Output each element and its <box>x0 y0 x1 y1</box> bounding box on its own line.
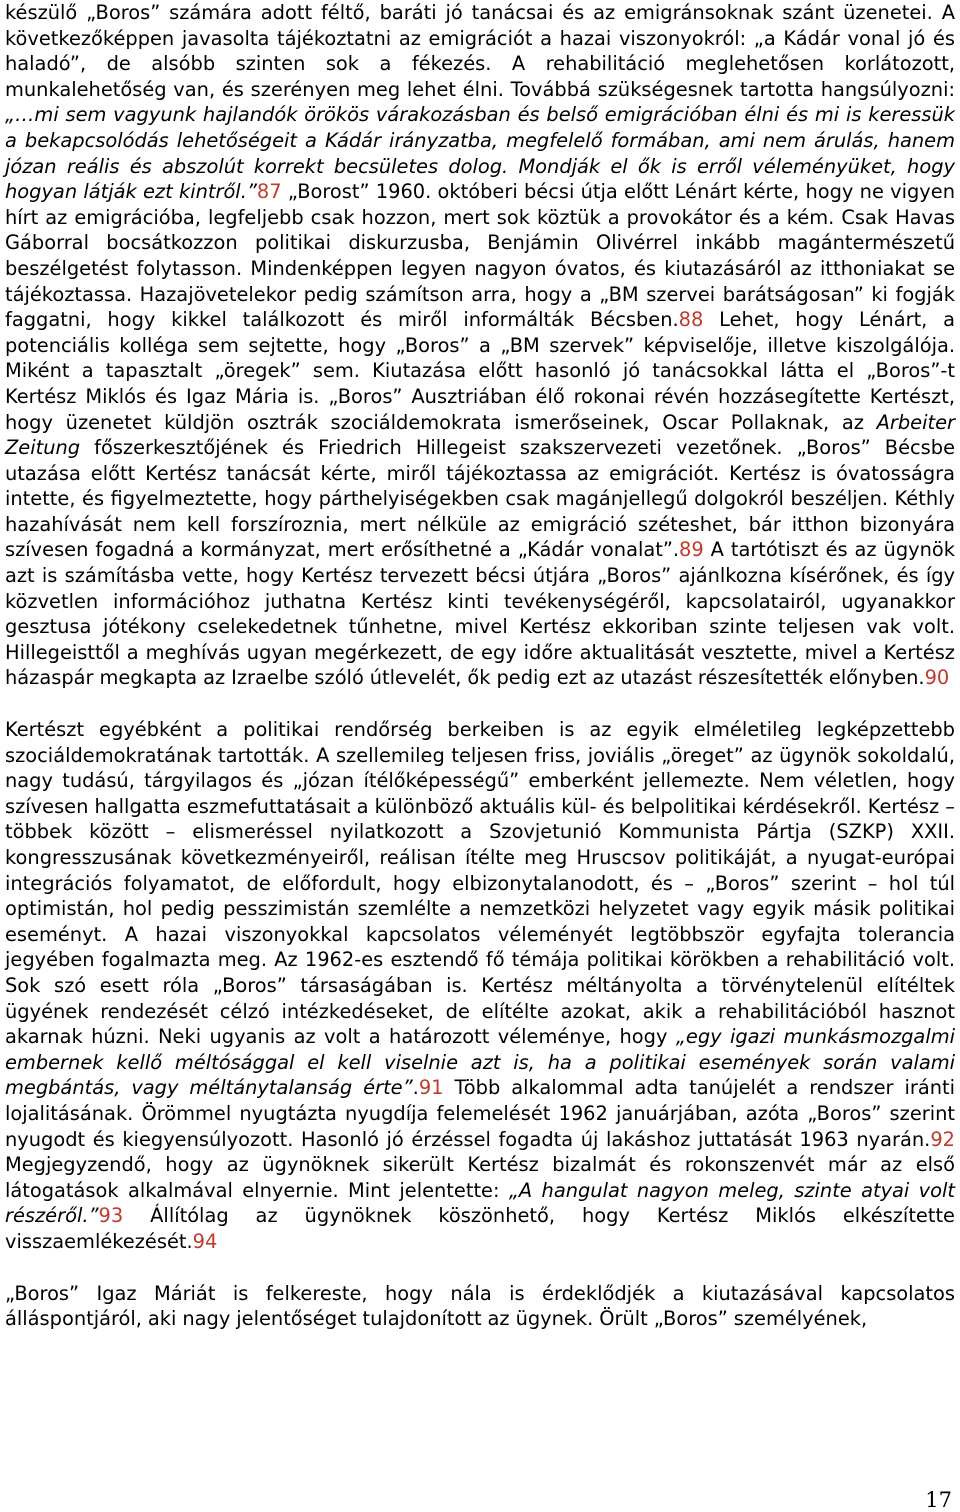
paragraph-2 <box>5 717 955 1254</box>
text-run: Kertészt egyébként a politikai rendőrség berkeiben is az egyik elméletileg legképzettebb szociáldemokratának tartották. A szellemileg teljesen friss, joviális „öreget” az ügynök sokoldalú, nagy tudású, tárgyilagos és „józan ítélőképességű” emberként jellemezte. Nem véletlen, hogy szívesen hallgatta eszmefuttatásait a különböző aktuális kül- és belpolitikai kérdésekről. Kertész – többek között – elismeréssel nyilatkozott a Szovjetunió Kommunista Pártja (SZKP) XXII. kongresszusának következményeiről, reálisan ítélte meg Hruscsov politikáját, a nyugat-európai integrációs folyamatot, de előfordult, hogy elbizonytalanodott, és – „Boros” szerint – hol túl optimistán, hol pedig pesszimistán szemlélte a nemzetközi helyzetet vagy egyik másik politikai eseményt. A hazai viszonyokkal kapcsolatos véleményét legtöbbször egyfajta tolerancia jegyében fogalmazta meg. Az 1962-es esztendő fő témája politikai körökben a rehabilitáció volt. Sok szó esett róla „Boros” társaságában is. Kertész méltányolta a törvénytelenül elítéltek ügyének rendezését célzó intézkedéseket, de elítélte azokat, akik a rehabilitációból hasznot akarnak húzni. Neki ugyanis az volt a határozott véleménye, hogy <box>5 718 955 1049</box>
italic-text: „…mi sem vagyunk hajlandók örökös várakozásban és belső emigrációban élni és mi is keressük a bekapcsolódás lehetőségeit a Kádár irányzatba, megfelelő formában, ami nem árulás, hanem józan reális és abszolút korrekt becsületes dolog. Mondják el ők is erről véleményüket, hogy hogyan látják ezt kintről.” <box>5 103 955 204</box>
paragraph-3 <box>5 1281 955 1332</box>
text-run: Lehet, hogy Lénárt, a potenciális kollégа sem sejtette, hogy „Boros” a „BM szervek” képviselője, illetve kiszolgálója. Miként a tapasztalt „öregek” sem. Kiutazása előtt hasonló jó tanácsokkal látta el „Boros”-t Kertész Miklós és Igaz Mária is. „Boros” Ausztriában élő rokonai révén hozzásegítette Kertészt, hogy üzenetet küldjön osztrák szociáldemokrata ismerőseinek, Oscar Pollaknak, az <box>5 308 955 434</box>
text-run: készülő „Boros” számára adott féltő, baráti jó tanácsai és az emigránsoknak szánt üzenetei. A következőképpen javasolta tájékoztatni az emigrációt a hazai viszonyokról: „a Kádár vonal jó és haladó”, de alsóbb szinten sok a fékezés. A rehabilitáció meglehetősen korlátozott, munkalehetőség van, és szerényen meg lehet élni. Továbbá szükségesnek tartotta hangsúlyozni: <box>5 1 955 101</box>
text-run: Több alkalommal adta tanújelét a rendszer iránti lojalitásának. Örömmel nyugtázta nyugdíja felemelését 1962 januárjában, azóta „Boros” szerint nyugodt és kiegyensúlyozott. Hasonló jó érzéssel fogadta új lakáshoz juttatását 1963 nyarán. <box>5 1076 955 1151</box>
italic-text: Arbeiter Zeitung <box>5 410 955 460</box>
footnote-ref: 90 <box>924 666 950 690</box>
italic-text: „A hangulat nagyon meleg, szinte atyai volt részéről.” <box>5 1178 956 1228</box>
document-body <box>5 0 955 1332</box>
paragraph-gap <box>5 1255 955 1281</box>
page-number: 17 <box>925 1488 952 1512</box>
text-run: Állítólag az ügynöknek köszönhető, hogy Kertész Miklós elkészítette visszaemlékezését. <box>5 1204 955 1253</box>
footnote-ref: 87 <box>256 180 282 204</box>
text-run: A tartótiszt és az ügynök azt is számításba vette, hogy Kertész tervezett bécsi útjára „Boros” ajánlkozna kísérőnek, és így közvetlen információhoz juthatna Kertész kinti tevékenységéről, kapcsolatairól, ugyanakkor gesztusa jótékony cselekedetnek tűnhetne, mivel Kertész ekkoriban szinte teljesen vak volt. Hillegeisttől a meghívás ugyan megérkezett, de egy időre aktualitását vesztette, mivel a Kertész házaspár megkapta az Izraelbe szóló útlevelét, ők pedig ezt az utazást részesítették előnyben. <box>5 538 955 690</box>
text-run: főszerkesztőjének és Friedrich Hillegeist szakszervezeti vezetőnek. „Boros” Bécsbe utazása előtt Kertész tanácsát kérte, miről tájékoztassa az emigrációt. Kertész is óvatosságra intette, és figyelmeztette, hogy párthelyiségekben csak magánjellegű dolgokról beszéljen. Kéthly hazahívását nem kell forszírozniа, mert nélküle az emigráció széteshet, bár itthon bizonyára szívesen fogadná a kormányzat, mert erősíthetné a „Kádár vonalat”. <box>5 436 955 562</box>
footnote-ref: 92 <box>930 1127 955 1151</box>
paragraph-1 <box>5 0 955 691</box>
footnote-ref: 89 <box>679 538 704 562</box>
footnote-ref: 94 <box>192 1229 218 1253</box>
italic-text: „egy igazi munkásmozgalmi embernek kellő méltósággal el kell viselnie azt is, ha a politikai események során valami megbántás, vagy méltánytalanság érte” <box>5 1025 955 1100</box>
text-run: „Borost” 1960. októberi bécsi útja előtt Lénárt kérte, hogy ne vigyen hírt az emigrációba, legfeljebb csak hozzon, mert sok köztük a provokátor és a kém. Csak Havas Gáborral bocsátkozzon politikai diskurzusba, Benjámin Olivérrel inkább magántermészetű beszélgetést folytasson. Mindenképpen legyen nagyon óvatos, és kiutazásáról az itthoniakat se tájékoztassa. Hazajövetelekor pedig számítson arra, hogy a „BM szervei barátságosan” ki fogják faggatni, hogy kikkel találkozott és miről informálták Bécsben. <box>5 180 955 332</box>
paragraph-gap <box>5 691 955 717</box>
text-run: . <box>412 1076 419 1100</box>
text-run: „Boros” Igaz Máriát is felkereste, hogy nála is érdeklődjék a kiutazásával kapcsolatos álláspontjáról, aki nagy jelentőséget tulajdonított az ügynek. Örült „Boros” személyének, <box>5 1281 955 1331</box>
footnote-ref: 93 <box>98 1204 124 1228</box>
text-run: Megjegyzendő, hogy az ügynöknek sikerült Kertész bizalmát és rokonszenvét már az első látogatások alkalmával elnyernie. Mint jelentette: <box>5 1153 955 1202</box>
footnote-ref: 88 <box>678 308 704 332</box>
footnote-ref: 91 <box>418 1076 444 1100</box>
